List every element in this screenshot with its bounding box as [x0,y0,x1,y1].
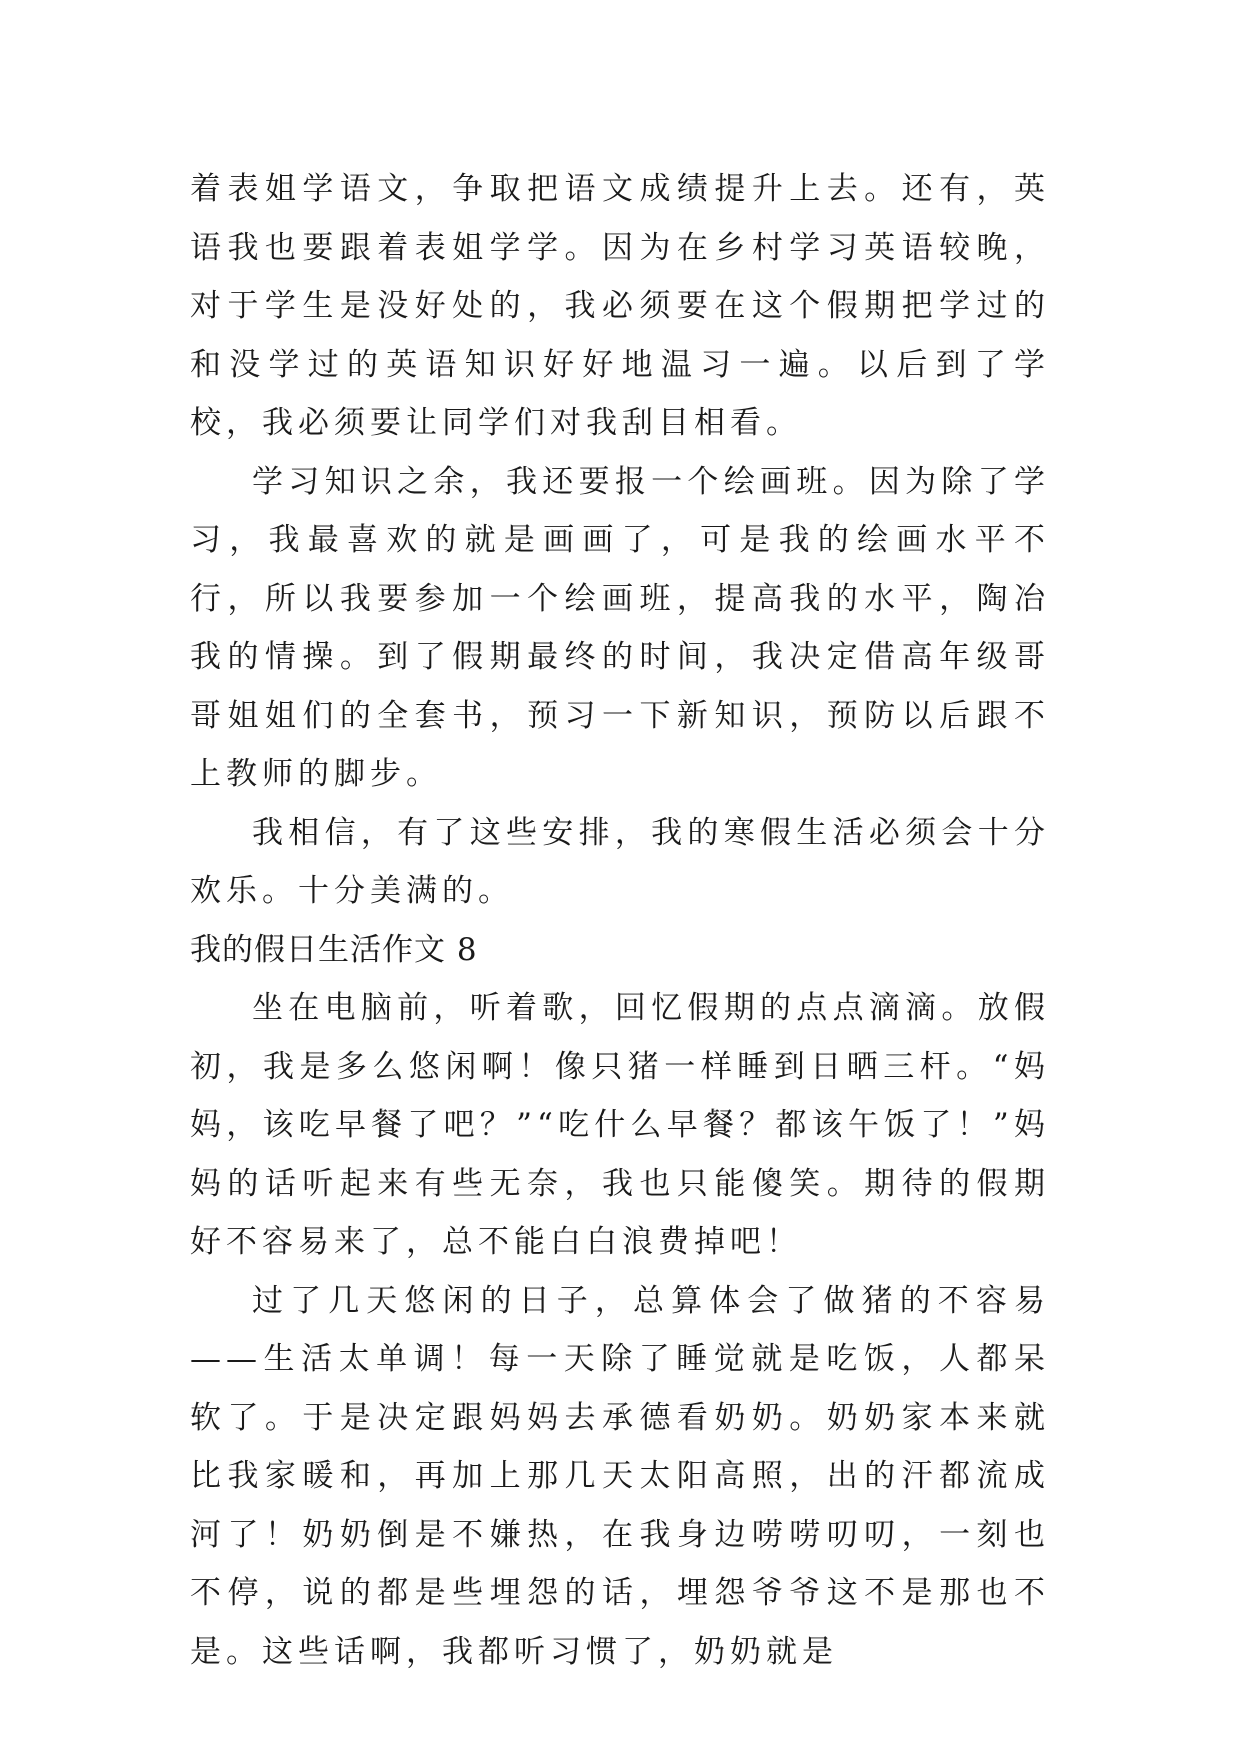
paragraph-4: 坐在电脑前，听着歌，回忆假期的点点滴滴。放假初，我是多么悠闲啊！像只猪一样睡到日晒三杆。“妈妈，该吃早餐了吧？”“吃什么早餐？都该午饭了！”妈妈的话听起来有些无奈，我也只能傻笑。期待的假期好不容易来了，总不能白白浪费掉吧！ [190,990,1050,1260]
paragraph-3: 我相信，有了这些安排，我的寒假生活必须会十分欢乐。十分美满的。 [190,814,1050,909]
paragraph-5: 过了几天悠闲的日子，总算体会了做猪的不容易——生活太单调！每一天除了睡觉就是吃饭，人都呆软了。于是决定跟妈妈去承德看奶奶。奶奶家本来就比我家暖和，再加上那几天太阳高照，出的汗都流成河了！奶奶倒是不嫌热，在我身边唠唠叨叨，一刻也不停，说的都是些埋怨的话，埋怨爷爷这不是那也不是。这些话啊，我都听习惯了，奶奶就是 [190,1282,1050,1670]
section-heading: 我的假日生活作文 8 [190,931,478,968]
document-body [190,160,1050,1681]
paragraph-1: 着表姐学语文，争取把语文成绩提升上去。还有，英语我也要跟着表姐学学。因为在乡村学习英语较晚，对于学生是没好处的，我必须要在这个假期把学过的和没学过的英语知识好好地温习一遍。以后到了学校，我必须要让同学们对我刮目相看。 [190,171,1050,441]
paragraph-2: 学习知识之余，我还要报一个绘画班。因为除了学习，我最喜欢的就是画画了，可是我的绘画水平不行，所以我要参加一个绘画班，提高我的水平，陶冶我的情操。到了假期最终的时间，我决定借高年级哥哥姐姐们的全套书，预习一下新知识，预防以后跟不上教师的脚步。 [190,463,1050,792]
